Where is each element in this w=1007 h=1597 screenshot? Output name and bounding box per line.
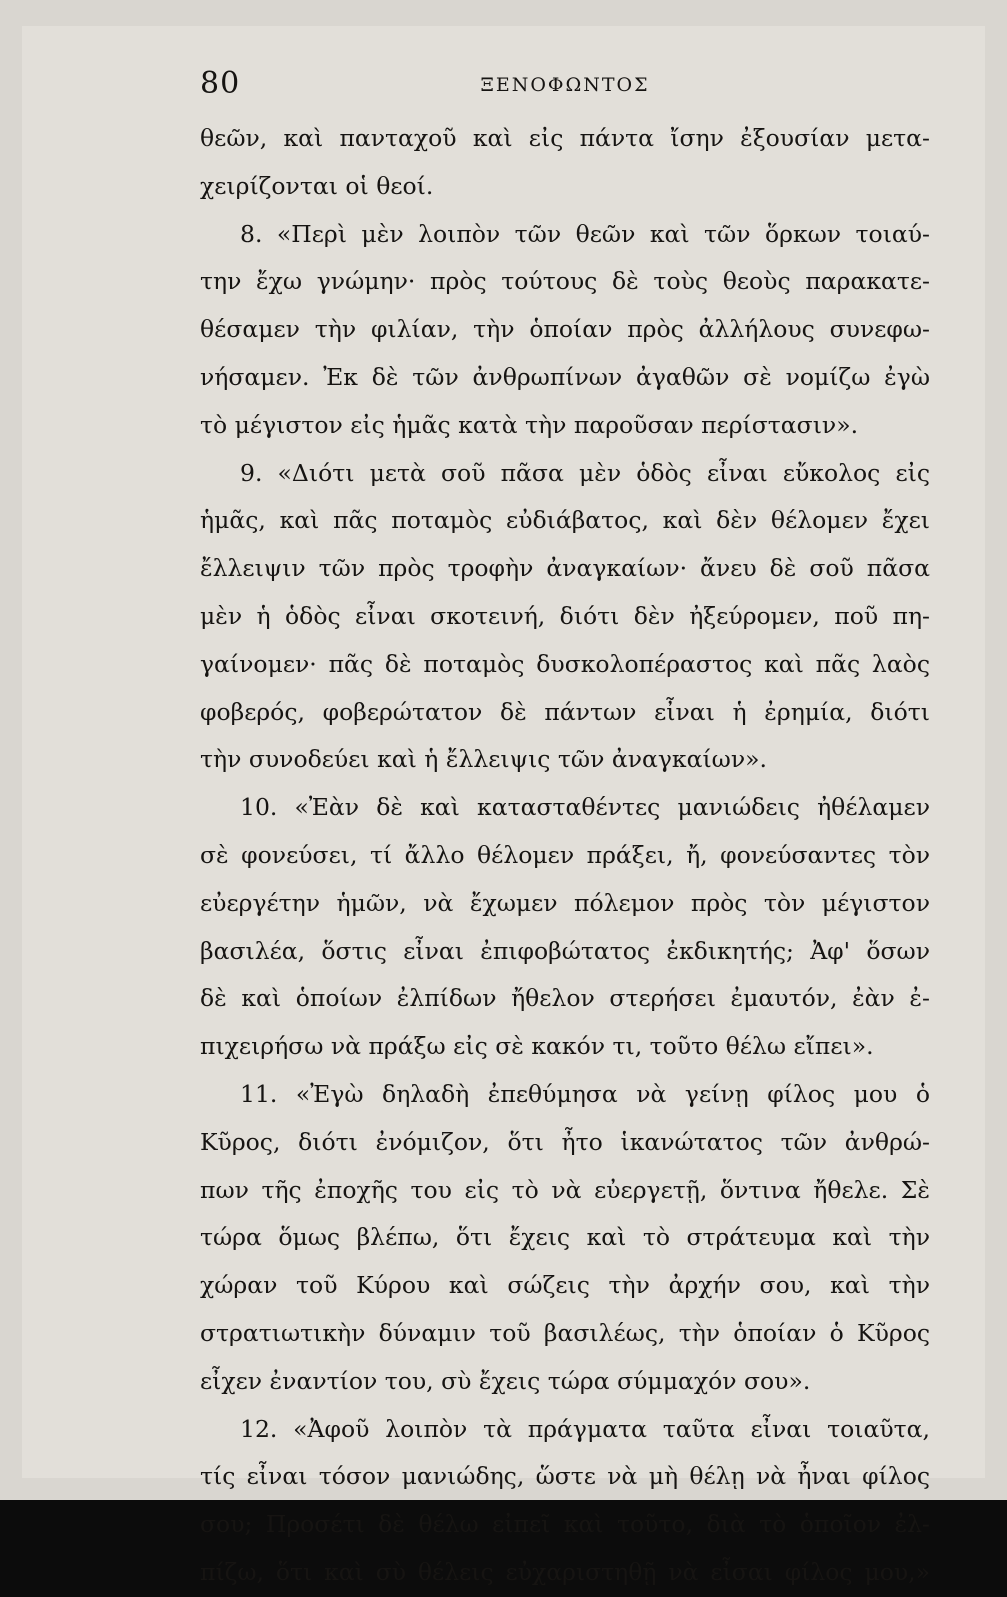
page-number: 80 — [200, 66, 241, 101]
text-line: πων τῆς ἐποχῆς του εἰς τὸ νὰ εὐεργετῇ, ὅντινα ἤθελε. Σὲ — [200, 1175, 930, 1204]
text-line: 10. «Ἐὰν δὲ καὶ κατασταθέντες μανιώδεις ἠθέλαμεν — [240, 793, 930, 822]
text-line: ἡμᾶς, καὶ πᾶς ποταμὸς εὐδιάβατος, καὶ δὲν θέλομεν ἔχει — [200, 506, 930, 535]
text-line: στρατιωτικὴν δύναμιν τοῦ βασιλέως, τὴν ὁποίαν ὁ Κῦρος — [200, 1318, 930, 1347]
text-line: τώρα ὅμως βλέπω, ὅτι ἔχεις καὶ τὸ στράτευμα καὶ τὴν — [200, 1223, 930, 1252]
text-line: πιχειρήσω νὰ πράξω εἰς σὲ κακόν τι, τοῦτο θέλω εἴπει». — [200, 1032, 874, 1061]
text-line: εὐεργέτην ἡμῶν, νὰ ἔχωμεν πόλεμον πρὸς τὸν μέγιστον — [200, 888, 930, 917]
text-line: τίς εἶναι τόσον μανιώδης, ὥστε νὰ μὴ θέλῃ νὰ ἦναι φίλος — [200, 1462, 930, 1491]
text-line: τὴν συνοδεύει καὶ ἡ ἔλλειψις τῶν ἀναγκαίων». — [200, 745, 767, 774]
page-header — [200, 66, 930, 106]
running-title: ΞΕΝΟΦΩΝΤΟΣ — [480, 74, 650, 96]
text-line: μὲν ἡ ὁδὸς εἶναι σκοτεινή, διότι δὲν ἠξεύρομεν, ποῦ πη- — [200, 601, 930, 630]
text-line: τὸ μέγιστον εἰς ἡμᾶς κατὰ τὴν παροῦσαν περίστασιν». — [200, 410, 859, 439]
text-line: εἶχεν ἐναντίον του, σὺ ἔχεις τώρα σύμμαχόν σου». — [200, 1366, 811, 1395]
body-text — [200, 115, 930, 1597]
text-line: δὲ καὶ ὁποίων ἐλπίδων ἤθελον στερήσει ἐμαυτόν, ἐὰν ἐ- — [200, 984, 930, 1013]
text-line: θέσαμεν τὴν φιλίαν, τὴν ὁποίαν πρὸς ἀλλήλους συνεφω- — [200, 315, 930, 344]
text-line: 8. «Περὶ μὲν λοιπὸν τῶν θεῶν καὶ τῶν ὅρκων τοιαύ- — [240, 219, 930, 248]
text-line: 9. «Διότι μετὰ σοῦ πᾶσα μὲν ὁδὸς εἶναι εὔκολος εἰς — [240, 458, 930, 487]
text-line: σου; Προσέτι δὲ θέλω εἰπεῖ καὶ τοῦτο, διὰ τὸ ὁποῖον ἐλ- — [200, 1510, 930, 1539]
text-line: την ἔχω γνώμην· πρὸς τούτους δὲ τοὺς θεοὺς παρακατε- — [200, 267, 930, 296]
text-line: πίζω, ὅτι καὶ σὺ θέλεις εὐχαριστηθῇ νὰ εἶσαι φίλος μου,» — [200, 1557, 930, 1586]
text-line: γαίνομεν· πᾶς δὲ ποταμὸς δυσκολοπέραστος καὶ πᾶς λαὸς — [200, 649, 930, 678]
text-line: ἔλλειψιν τῶν πρὸς τροφὴν ἀναγκαίων· ἄνευ δὲ σοῦ πᾶσα — [200, 554, 930, 583]
text-line: βασιλέα, ὅστις εἶναι ἐπιφοβώτατος ἐκδικητής; Ἀφ' ὅσων — [200, 936, 930, 965]
text-line: νήσαμεν. Ἐκ δὲ τῶν ἀνθρωπίνων ἀγαθῶν σὲ νομίζω ἐγὼ — [200, 362, 930, 391]
text-line: 11. «Ἐγὼ δηλαδὴ ἐπεθύμησα νὰ γείνῃ φίλος μου ὁ — [240, 1079, 930, 1108]
text-line: θεῶν, καὶ πανταχοῦ καὶ εἰς πάντα ἴσην ἐξουσίαν μετα- — [200, 124, 930, 152]
text-line: χώραν τοῦ Κύρου καὶ σώζεις τὴν ἀρχήν σου, καὶ τὴν — [200, 1271, 930, 1300]
text-line: σὲ φονεύσει, τί ἄλλο θέλομεν πράξει, ἤ, φονεύσαντες τὸν — [200, 840, 930, 869]
text-line: Κῦρος, διότι ἐνόμιζον, ὅτι ἦτο ἱκανώτατος τῶν ἀνθρώ- — [200, 1127, 930, 1156]
text-line: χειρίζονται οἱ θεοί. — [200, 171, 434, 200]
text-line: φοβερός, φοβερώτατον δὲ πάντων εἶναι ἡ ἐρημία, διότι — [200, 697, 930, 726]
text-line: 12. «Ἀφοῦ λοιπὸν τὰ πράγματα ταῦτα εἶναι τοιαῦτα, — [240, 1414, 930, 1443]
